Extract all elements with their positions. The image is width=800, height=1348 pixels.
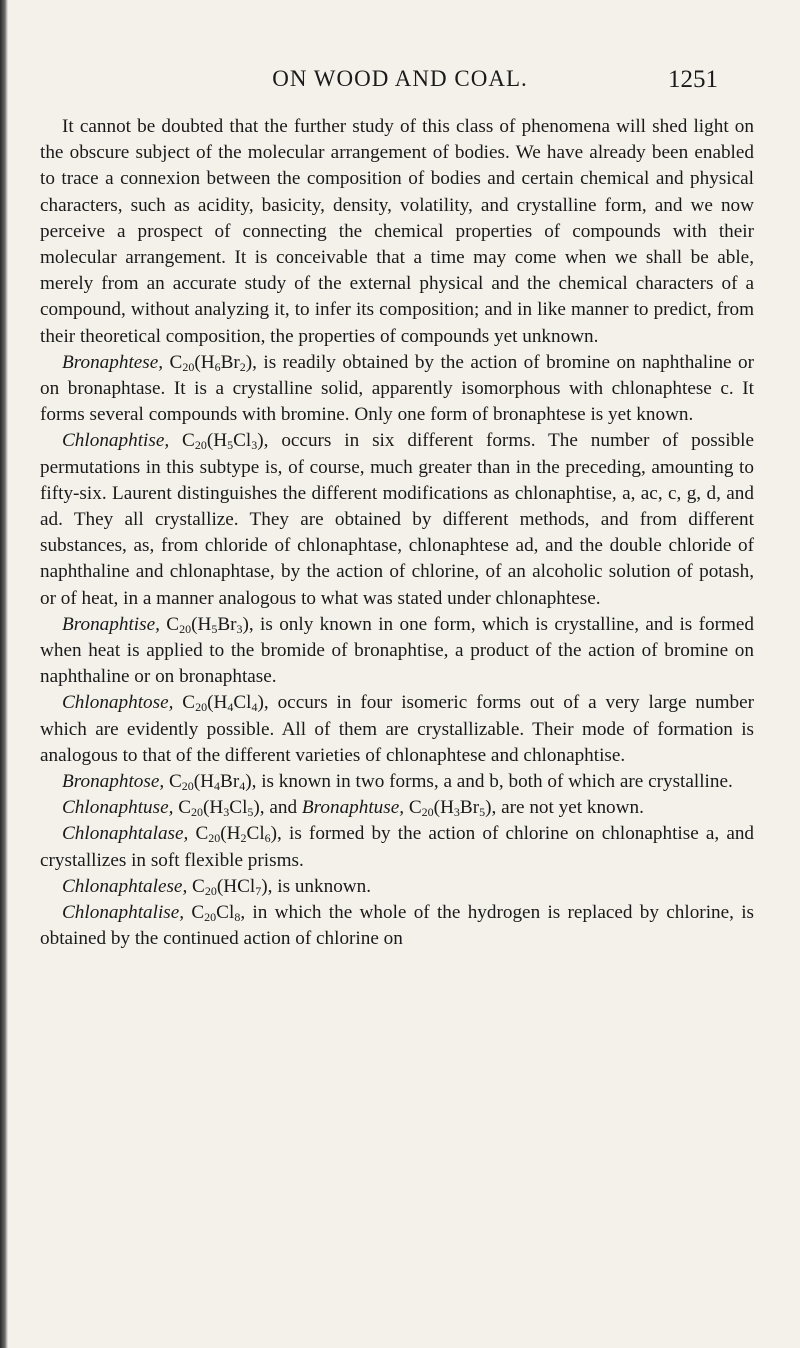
formula-subscript: 2 [240, 831, 247, 846]
compound-description: is readily obtained by the action of bromine on naphthaline or on bronaphtase. It is a crystalline solid, apparently isomorphous with chlonaphtese c. It forms several compounds with bromine. Only one form of bronaphtese is yet known. [40, 351, 754, 426]
chemical-formula: $C_{20}(H_5Cl_3)$, [182, 430, 269, 453]
compound-description: is known in two forms, a and b, both of which are crystalline. [261, 771, 733, 793]
compound-name: Chlonaphtose, [62, 692, 174, 714]
formula-subscript: 3 [251, 438, 258, 453]
compound-paragraph [40, 769, 754, 795]
body-text [40, 114, 754, 953]
compound-description: occurs in four isomeric forms out of a very large number which are evidently possible. All of them are crystallizable. Their mode of formation is analogous to that of the different varieties of chlonaphtese and chlonaphtise. [40, 692, 754, 766]
compound-name: Chlonaphtalise, [62, 902, 185, 924]
book-spine-shadow [0, 0, 8, 1348]
formula-subscript: 20 [182, 359, 195, 374]
compound-description: occurs in six different forms. The number of possible permutations in this subtype is, of course, much greater than in the preceding, amounting to fifty-six. Laurent distinguishes the different modifications as chlonaphtise, a, ac, c, g, d, and ad. They all crystallize. They are obtained by different methods, and from different substances, as, from chloride of chlonaphtase, chlonaphtese ad, and the double chloride of naphthaline and chlonaphtase, by the action of chlorine, of an alcoholic solution of potash, or of heat, in a manner analogous to what was stated under chlonaphtese. [40, 430, 755, 609]
intro-paragraph: It cannot be doubted that the further study of this class of phenomena will shed light on the obscure subject of the molecular arrangement of bodies. We have already been enabled to trace a connexion between the composition of bodies and certain chemical and physical characters, such as acidity, basicity, density, volatility, and crystalline form, and we now perceive a prospect of connecting the chemical properties of compounds with their molecular arrangement. It is conceivable that a time may come when we shall be able, merely from an accurate study of the external physical and the chemical characters of a compound, without analyzing it, to infer its composition; and in like manner to predict, from their theoretical composition, the properties of compounds yet unknown. [40, 116, 754, 347]
compound-name: Bronaphtese, [62, 351, 164, 373]
chemical-formula: $C_{20}(H_4Cl_4)$, [182, 692, 269, 715]
formula-subscript: 4 [251, 700, 258, 715]
formula-subscript: 6 [264, 831, 271, 846]
compound-paragraph [40, 612, 754, 691]
compound-paragraph [40, 690, 754, 769]
chemical-formula: $C_{20}(HCl_7)$, [192, 875, 273, 898]
compound-paragraphs [40, 350, 754, 953]
formula-subscript: 20 [195, 700, 208, 715]
compound-description: is unknown. [277, 875, 372, 897]
chemical-formula: $C_{20}(H_4Br_4)$, [168, 771, 257, 794]
formula-subscript: 20 [208, 831, 221, 846]
page-number: 1251 [668, 66, 718, 93]
compound-name: Chlonaphtalese, [62, 875, 188, 897]
formula-subscript: 4 [227, 700, 234, 715]
chemical-formula: $C_{20}(H_6Br_2)$, [169, 351, 257, 374]
formula-subscript: 8 [234, 910, 241, 925]
formula-subscript: 6 [214, 359, 221, 374]
compound-name: Bronaphtuse, [301, 797, 405, 819]
chemical-formula: $C_{20}Cl_8$, [191, 902, 246, 925]
compound-paragraph [40, 428, 754, 611]
chemical-formula: $C_{20}(H_2Cl_6)$, [195, 823, 282, 846]
compound-paragraph [40, 900, 754, 952]
chemical-formula: $C_{20}(H_3Cl_5)$, [178, 797, 265, 820]
compound-description: is formed by the action of chlorine on chlonaphtise a, and crystallizes in soft flexible prisms. [40, 823, 755, 871]
formula-subscript: 5 [227, 438, 234, 453]
compound-paragraph [40, 821, 754, 873]
compound-paragraph [40, 795, 754, 821]
chemical-formula: $C_{20}(H_3Br_5)$, [408, 797, 497, 820]
formula-subscript: 2 [239, 359, 246, 374]
formula-subscript: 4 [239, 779, 246, 794]
formula-subscript: 20 [181, 779, 194, 794]
formula-subscript: 7 [255, 883, 262, 898]
compound-paragraph [40, 350, 754, 429]
compound-paragraph [40, 874, 754, 900]
formula-subscript: 5 [211, 621, 218, 636]
compound-name: Bronaphtise, [62, 613, 160, 635]
compound-name: Chlonaphtise, [62, 430, 170, 452]
formula-subscript: 3 [453, 805, 460, 820]
formula-subscript: 5 [479, 805, 486, 820]
compound-description: is only known in one form, which is crystalline, and is formed when heat is applied to the bromide of bronaphtise, a product of the action of bromine on naphthaline or on bronaphtase. [40, 613, 755, 688]
running-head-title: ON WOOD AND COAL. [272, 66, 528, 91]
chemical-formula: $C_{20}(H_5Br_3)$, [166, 613, 254, 636]
formula-subscript: 20 [179, 621, 192, 636]
compound-description: and [269, 797, 298, 819]
formula-subscript: 5 [247, 805, 254, 820]
compound-name: Chlonaphtalase, [62, 823, 189, 845]
formula-subscript: 3 [223, 805, 230, 820]
compound-description: are not yet known. [501, 797, 644, 819]
formula-subscript: 20 [421, 805, 434, 820]
formula-subscript: 20 [194, 438, 207, 453]
formula-subscript: 20 [204, 883, 217, 898]
formula-subscript: 20 [191, 805, 204, 820]
compound-description: in which the whole of the hydrogen is replaced by chlorine, is obtained by the continued action of chlorine on [40, 902, 755, 950]
running-head [70, 66, 730, 96]
formula-subscript: 4 [214, 779, 221, 794]
formula-subscript: 3 [236, 621, 243, 636]
compound-name: Chlonaphtuse, [62, 797, 174, 819]
compound-name: Bronaphtose, [62, 771, 165, 793]
formula-subscript: 20 [204, 910, 217, 925]
